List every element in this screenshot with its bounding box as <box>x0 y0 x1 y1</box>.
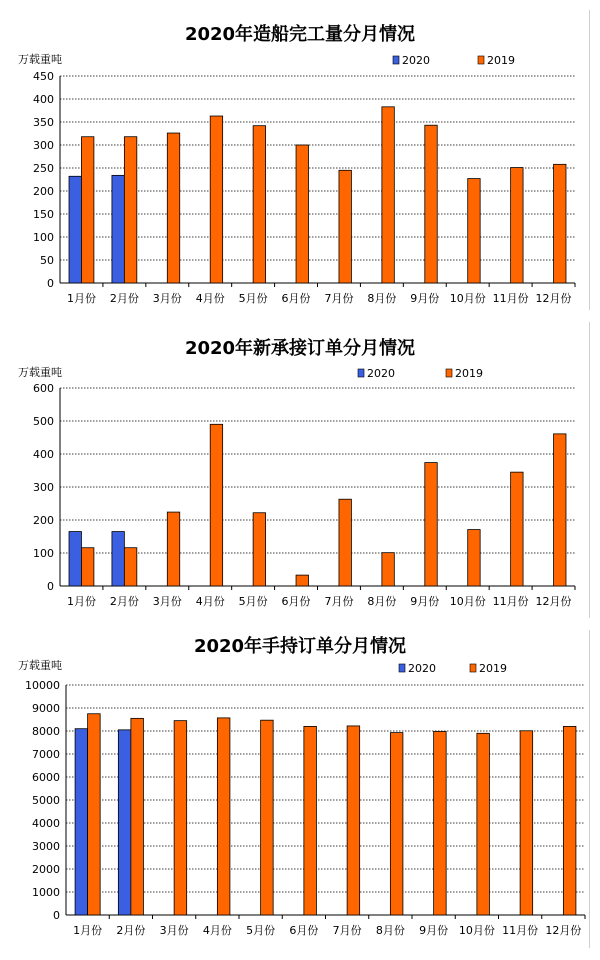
x-tick-label: 8月份 <box>375 924 405 937</box>
bar-2019-12 <box>554 164 566 283</box>
y-axis-unit-label: 万载重吨 <box>18 366 62 379</box>
legend-swatch-2020 <box>393 56 399 64</box>
y-tick-label: 9000 <box>32 702 60 715</box>
x-tick-label: 5月份 <box>238 292 268 305</box>
chart-panel-completions <box>10 10 590 310</box>
x-tick-label: 9月份 <box>410 292 440 305</box>
bar-2019-11 <box>520 731 533 915</box>
x-tick-label: 6月份 <box>281 292 311 305</box>
bar-2019-2 <box>131 718 144 915</box>
legend-label-2019: 2019 <box>487 54 515 67</box>
x-tick-label: 7月份 <box>332 924 362 937</box>
y-tick-label: 10000 <box>25 679 60 692</box>
x-tick-label: 2月份 <box>109 595 139 608</box>
x-tick-label: 1月份 <box>66 292 96 305</box>
x-tick-label: 4月份 <box>195 595 225 608</box>
legend-swatch-2019 <box>470 664 476 672</box>
y-tick-label: 450 <box>33 70 54 83</box>
y-tick-label: 400 <box>33 448 54 461</box>
x-tick-label: 6月份 <box>289 924 319 937</box>
y-tick-label: 0 <box>47 277 54 290</box>
x-tick-label: 7月份 <box>324 595 354 608</box>
bar-2019-3 <box>174 721 187 915</box>
bar-2019-4 <box>217 718 230 915</box>
chart-title: 2020年造船完工量分月情况 <box>184 24 416 45</box>
chart-completions <box>10 10 590 310</box>
bar-2019-6 <box>304 726 317 915</box>
legend-swatch-2019 <box>478 56 484 64</box>
y-tick-label: 4000 <box>32 817 60 830</box>
y-tick-label: 0 <box>53 909 60 922</box>
bar-2020-2 <box>112 175 124 283</box>
y-tick-label: 1000 <box>32 886 60 899</box>
x-tick-label: 3月份 <box>159 924 189 937</box>
bar-2019-4 <box>210 116 222 283</box>
x-tick-label: 10月份 <box>458 924 495 937</box>
chart-panel-new-orders <box>10 322 590 618</box>
x-tick-label: 12月份 <box>535 292 572 305</box>
bar-2020-1 <box>69 176 81 283</box>
bar-2019-11 <box>511 168 523 283</box>
chart-orderbook <box>10 630 590 948</box>
legend-label-2019: 2019 <box>479 662 507 675</box>
y-tick-label: 200 <box>33 185 54 198</box>
legend-label-2019: 2019 <box>455 367 483 380</box>
x-tick-label: 2月份 <box>116 924 146 937</box>
bar-2020-2 <box>112 532 124 586</box>
x-tick-label: 12月份 <box>535 595 572 608</box>
x-tick-label: 1月份 <box>66 595 96 608</box>
y-tick-label: 3000 <box>32 840 60 853</box>
x-tick-label: 4月份 <box>195 292 225 305</box>
y-tick-label: 250 <box>33 162 54 175</box>
chart-panel-orderbook <box>10 630 590 948</box>
y-tick-label: 500 <box>33 415 54 428</box>
x-tick-label: 4月份 <box>202 924 232 937</box>
y-tick-label: 400 <box>33 93 54 106</box>
bar-2020-1 <box>69 532 81 586</box>
x-tick-label: 2月份 <box>109 292 139 305</box>
x-tick-label: 6月份 <box>281 595 311 608</box>
y-tick-label: 5000 <box>32 794 60 807</box>
y-tick-label: 300 <box>33 139 54 152</box>
x-tick-label: 3月份 <box>152 595 182 608</box>
bar-2019-9 <box>425 125 437 283</box>
y-tick-label: 300 <box>33 481 54 494</box>
y-tick-label: 100 <box>33 231 54 244</box>
x-tick-label: 10月份 <box>449 595 486 608</box>
x-tick-label: 5月份 <box>238 595 268 608</box>
x-tick-label: 11月份 <box>492 292 529 305</box>
bar-2020-1 <box>75 729 88 915</box>
bar-2019-10 <box>468 179 480 283</box>
y-tick-label: 0 <box>47 580 54 593</box>
x-tick-label: 8月份 <box>367 595 397 608</box>
y-axis-unit-label: 万载重吨 <box>18 53 62 66</box>
x-tick-label: 1月份 <box>73 924 103 937</box>
y-tick-label: 2000 <box>32 863 60 876</box>
x-tick-label: 10月份 <box>449 292 486 305</box>
y-tick-label: 8000 <box>32 725 60 738</box>
bar-2019-7 <box>347 726 360 915</box>
bar-2019-1 <box>88 714 101 915</box>
bar-2019-1 <box>81 548 93 586</box>
bar-2019-5 <box>253 513 265 586</box>
bar-2019-6 <box>296 145 308 283</box>
bar-2019-5 <box>261 720 274 915</box>
legend-swatch-2019 <box>446 369 452 377</box>
bar-2019-2 <box>124 548 136 586</box>
y-tick-label: 150 <box>33 208 54 221</box>
x-tick-label: 9月份 <box>419 924 449 937</box>
x-tick-label: 11月份 <box>492 595 529 608</box>
y-tick-label: 50 <box>40 254 54 267</box>
legend-swatch-2020 <box>399 664 405 672</box>
y-tick-label: 350 <box>33 116 54 129</box>
bar-2019-8 <box>382 107 394 283</box>
y-tick-label: 7000 <box>32 748 60 761</box>
bar-2019-3 <box>167 133 179 283</box>
bar-2019-7 <box>339 499 351 586</box>
x-tick-label: 9月份 <box>410 595 440 608</box>
x-tick-label: 11月份 <box>502 924 539 937</box>
bar-2019-3 <box>167 512 179 586</box>
bar-2019-7 <box>339 170 351 283</box>
y-tick-label: 6000 <box>32 771 60 784</box>
x-tick-label: 7月份 <box>324 292 354 305</box>
bar-2019-10 <box>477 733 490 915</box>
bar-2019-4 <box>210 424 222 586</box>
bar-2019-12 <box>563 726 576 915</box>
legend-swatch-2020 <box>358 369 364 377</box>
bar-2019-5 <box>253 126 265 283</box>
bar-2019-8 <box>390 733 403 915</box>
x-tick-label: 8月份 <box>367 292 397 305</box>
x-tick-label: 3月份 <box>152 292 182 305</box>
x-tick-label: 12月份 <box>545 924 582 937</box>
y-tick-label: 200 <box>33 514 54 527</box>
bar-2019-6 <box>296 575 308 586</box>
chart-title: 2020年新承接订单分月情况 <box>184 338 416 359</box>
y-tick-label: 600 <box>33 382 54 395</box>
bar-2019-8 <box>382 553 394 586</box>
chart-title: 2020年手持订单分月情况 <box>193 636 407 657</box>
bar-2019-9 <box>434 731 447 915</box>
legend-label-2020: 2020 <box>402 54 430 67</box>
y-axis-unit-label: 万载重吨 <box>18 659 62 672</box>
y-tick-label: 100 <box>33 547 54 560</box>
legend-label-2020: 2020 <box>408 662 436 675</box>
bar-2020-2 <box>118 730 131 915</box>
x-tick-label: 5月份 <box>246 924 276 937</box>
bar-2019-2 <box>124 137 136 283</box>
bar-2019-11 <box>511 472 523 586</box>
bar-2019-12 <box>554 434 566 586</box>
bar-2019-10 <box>468 530 480 586</box>
bar-2019-9 <box>425 463 437 586</box>
chart-new-orders <box>10 322 590 618</box>
bar-2019-1 <box>81 137 93 283</box>
legend-label-2020: 2020 <box>367 367 395 380</box>
